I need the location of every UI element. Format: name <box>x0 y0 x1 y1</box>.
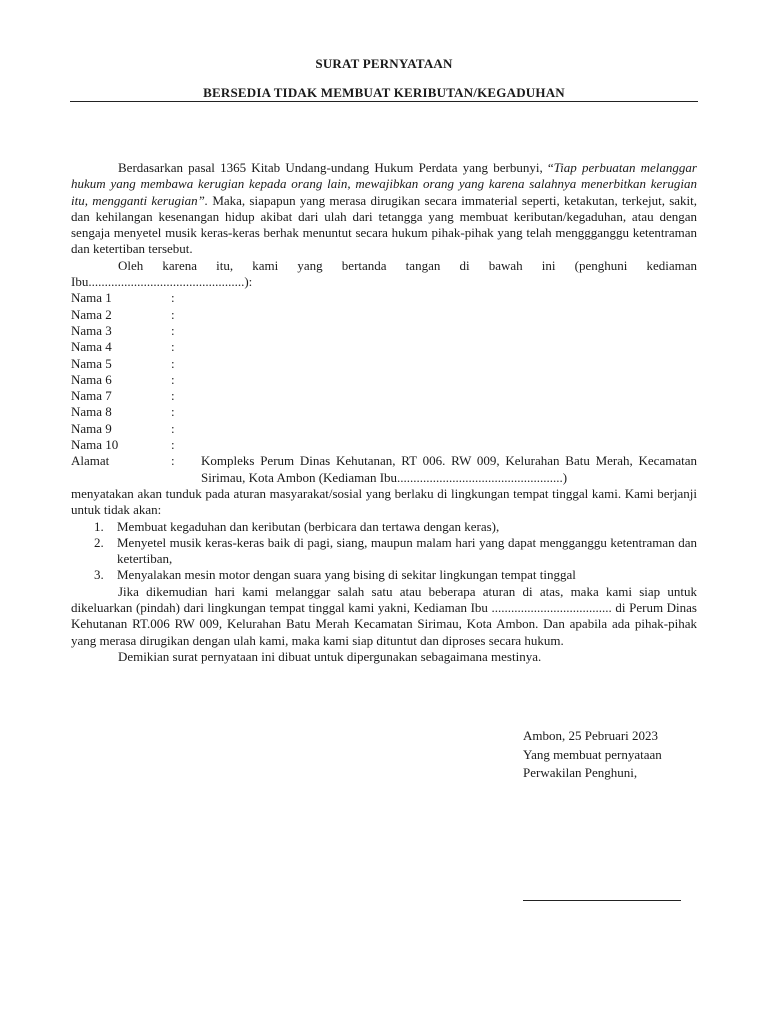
address-label: Alamat <box>71 453 110 469</box>
promise-list <box>71 519 697 584</box>
place-date: Ambon, 25 Pebruari 2023 <box>523 728 659 743</box>
name-row <box>71 437 697 453</box>
name-row <box>71 307 697 323</box>
name-list <box>71 290 697 453</box>
name-separator: : <box>171 339 175 355</box>
name-row <box>71 339 697 355</box>
name-label: Nama 9 <box>71 420 112 436</box>
name-separator: : <box>171 306 175 322</box>
name-row <box>71 323 697 339</box>
address-row <box>71 453 697 486</box>
name-separator: : <box>171 437 175 453</box>
name-separator: : <box>171 371 175 387</box>
name-row <box>71 290 697 306</box>
name-separator: : <box>171 420 175 436</box>
promise-item <box>71 519 697 535</box>
signature-line <box>523 900 681 901</box>
name-separator: : <box>171 322 175 338</box>
promise-number: 2. <box>94 534 104 550</box>
consequence-paragraph: Jika dikemudian hari kami melanggar salah satu atau beberapa aturan di atas, maka kami siap untuk dikeluarkan (pindah) dari lingkungan tempat tinggal kami yakni, Kediaman Ibu ..................................... di Perum Dinas Kehutanan RT.006 RW 009, Kelurahan Batu Merah Kecamatan Sirimau, Kota Ambon. Dan apabila ada pihak-pihak yang merasa dirugikan dengan ulah kami, maka kami siap dituntut dan diproses secara hukum. <box>71 583 697 648</box>
letter-body <box>71 160 697 665</box>
signer-representative: Perwakilan Penghuni, <box>523 765 638 780</box>
promise-text: Menyalakan mesin motor dengan suara yang bising di sekitar lingkungan tempat tinggal <box>117 567 576 583</box>
name-label: Nama 4 <box>71 339 112 355</box>
promise-number: 1. <box>94 518 104 534</box>
name-label: Nama 5 <box>71 355 112 371</box>
name-row <box>71 388 697 404</box>
name-row <box>71 356 697 372</box>
name-row <box>71 421 697 437</box>
address-separator: : <box>171 453 175 469</box>
promise-text: Menyetel musik keras-keras baik di pagi, siang, maupun malam hari yang dapat mengganggu ketentraman dan ketertiban, <box>117 534 697 567</box>
name-separator: : <box>171 355 175 371</box>
name-row <box>71 372 697 388</box>
closing-paragraph: Demikian surat pernyataan ini dibuat untuk dipergunakan sebagaimana mestinya. <box>118 648 542 664</box>
signers-intro: Oleh karena itu, kami yang bertanda tangan di bawah ini (penghuni kediaman Ibu................................................): <box>71 257 697 290</box>
name-label: Nama 6 <box>71 371 112 387</box>
name-separator: : <box>171 404 175 420</box>
intro-paragraph <box>71 160 697 258</box>
letter-title: SURAT PERNYATAAN <box>315 56 453 71</box>
law-quote: Tiap perbuatan melanggar hukum yang membawa kerugian kepada orang lain, mewajibkan orang yang karena salahnya menerbitkan kerugian itu, mengganti kerugian”. <box>71 160 697 208</box>
title-underline <box>70 101 698 102</box>
name-label: Nama 10 <box>71 437 119 453</box>
intro-lead: Berdasarkan pasal 1365 Kitab Undang-undang Hukum Perdata yang berbunyi, “ <box>118 160 554 175</box>
name-label: Nama 2 <box>71 306 112 322</box>
statement-paragraph: menyatakan akan tunduk pada aturan masyarakat/sosial yang berlaku di lingkungan tempat tinggal kami. Kami berjanji untuk tidak akan: <box>71 485 697 518</box>
name-row <box>71 404 697 420</box>
name-separator: : <box>171 388 175 404</box>
name-label: Nama 3 <box>71 322 112 338</box>
intro-rest: Maka, siapapun yang merasa dirugikan secara immaterial seperti, ketakutan, terkejut, sakit, dan kehilangan kesenangan hidup akibat dari ulah dari tetangga yang membuat keributan/kegaduhan, atau dengan sengaja menyetel musik keras-keras berhak menuntut secara hukum pihak-pihak yang telah menggganggu ketentraman dan ketertiban tersebut. <box>71 192 698 257</box>
promise-text: Membuat kegaduhan dan keributan (berbicara dan tertawa dengan keras), <box>117 518 500 534</box>
promise-item <box>71 567 697 583</box>
name-label: Nama 8 <box>71 404 112 420</box>
promise-number: 3. <box>94 567 104 583</box>
address-value: Kompleks Perum Dinas Kehutanan, RT 006. RW 009, Kelurahan Batu Merah, Kecamatan Sirimau, Kota Ambon (Kediaman Ibu...................................................) <box>201 453 697 485</box>
signer-role: Yang membuat pernyataan <box>523 746 662 762</box>
name-separator: : <box>171 290 175 306</box>
name-label: Nama 7 <box>71 388 112 404</box>
promise-item <box>71 535 697 568</box>
signature-block <box>523 727 662 783</box>
name-label: Nama 1 <box>71 290 112 306</box>
letter-subtitle: BERSEDIA TIDAK MEMBUAT KERIBUTAN/KEGADUHAN <box>203 85 565 100</box>
